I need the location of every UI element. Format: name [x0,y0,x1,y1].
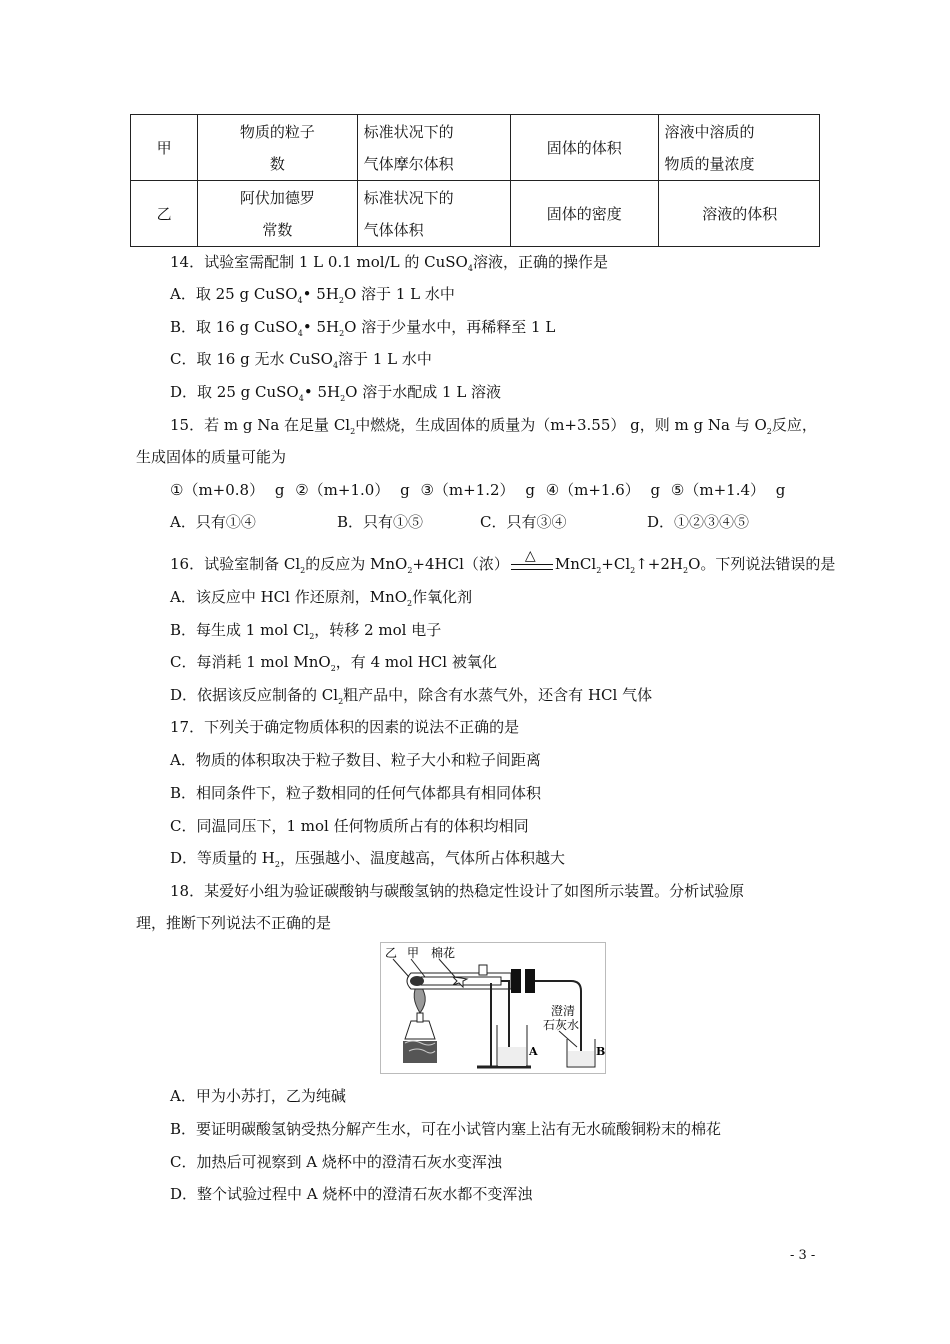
row-head: 乙 [131,181,198,247]
question-16-stem: 16．试验室制备 $Cl_2$的反应为 MnO$_2$+4HCl（浓） △ $MnCl_2+Cl_2↑+2H_2O$。下列说法错误的是 [170,553,835,575]
q14-option-a[interactable]: A．取 25 g CuSO$_4$• $5H_2O$ 溶于 1 L 水中 [170,285,455,305]
table-cell: 标准状况下的 气体摩尔体积 [357,115,510,181]
heating-condition-arrow [509,548,555,575]
apparatus-diagram [381,943,605,1073]
q18-option-b[interactable]: B．要证明碳酸氢钠受热分解产生水，可在小试管内塞上沾有无水硫酸铜粉末的棉花 [170,1120,722,1138]
q16-option-c[interactable]: C．每消耗 1 mol MnO$_2$，有 4 mol HCl 被氧化 [170,653,497,673]
table-row-jia [131,115,820,181]
table-row-yi [131,181,820,247]
q15-choices: ①（m+0.8） g ②（m+1.0） g ③（m+1.2） g ④（m+1.6） g ⑤（m+1.4） g [170,481,786,499]
label-yi: 乙 [385,946,398,960]
q17-option-b[interactable]: B．相同条件下，粒子数相同的任何气体都具有相同体积 [170,784,542,802]
q14-option-d[interactable]: D．取 25 g CuSO$_4$• $5H_2O$ 溶于水配成 1 L 溶液 [170,383,502,403]
q16-option-d[interactable]: D．依据该反应制备的 $Cl_2$粗产品中，除含有水蒸气外，还含有 HCl 气体 [170,686,653,706]
stopper [525,969,535,993]
q14-option-c[interactable]: C．取 16 g 无水 CuSO$_4$溶于 1 L 水中 [170,350,432,370]
q15-option-a[interactable]: A．只有①④ [170,513,256,531]
question-14-stem: 14．试验室需配制 1 L 0.1 mol/L 的 CuSO$_4$溶液，正确的操作是 [170,253,608,273]
q14-option-b[interactable]: B．取 16 g CuSO$_4$• $5H_2O$ 溶于少量水中，再稀释至 1 L [170,318,556,338]
question-15-stem: 15．若 m g Na 在足量 $Cl_2$中燃烧，生成固体的质量为（m+3.55） g，则 m g Na 与 $O_2$反应， [170,416,817,436]
table-cell: 溶液的体积 [658,181,820,247]
label-cotton: 棉花 [431,946,456,960]
q18-option-d[interactable]: D．整个试验过程中 A 烧杯中的澄清石灰水都不变浑浊 [170,1185,533,1203]
label-beaker-a: A [529,1045,538,1058]
q15-option-b[interactable]: B．只有①⑤ [337,513,424,531]
q18-option-a[interactable]: A．甲为小苏打，乙为纯碱 [170,1087,346,1105]
q16-option-b[interactable]: B．每生成 1 mol $Cl_2$，转移 2 mol 电子 [170,621,442,641]
q17-option-a[interactable]: A．物质的体积取决于粒子数目、粒子大小和粒子间距离 [170,751,541,769]
q17-option-c[interactable]: C．同温同压下，1 mol 任何物质所占有的体积均相同 [170,817,529,835]
stopper [511,969,521,993]
table-cell: 溶液中溶质的 物质的量浓度 [658,115,820,181]
question-15-stem-line2: 生成固体的质量可能为 [136,448,287,466]
question-18-stem-line2: 理，推断下列说法不正确的是 [136,914,332,932]
q17-option-d[interactable]: D．等质量的 $H_2$，压强越小、温度越高，气体所占体积越大 [170,849,565,869]
table-cell: 阿伏加德罗 常数 [198,181,357,247]
apparatus-figure [380,942,606,1074]
question-17-stem: 17．下列关于确定物质体积的因素的说法不正确的是 [170,718,520,736]
table-cell: 物质的粒子 数 [198,115,357,181]
label-limewater: 石灰水 [543,1018,580,1032]
delta-symbol: △ [524,548,536,564]
row-head: 甲 [131,115,198,181]
page-number: - 3 - [790,1248,816,1263]
alcohol-lamp [405,1021,435,1039]
q16-option-a[interactable]: A．该反应中 HCl 作还原剂，MnO$_2$作氧化剂 [170,588,473,608]
label-jia: 甲 [407,946,420,960]
table-cell: 标准状况下的 气体体积 [357,181,510,247]
label-beaker-b: B [596,1045,605,1058]
table-cell: 固体的密度 [511,181,658,247]
q15-option-d[interactable]: D．①②③④⑤ [647,513,750,531]
comparison-table [130,114,820,247]
q15-option-c[interactable]: C．只有③④ [480,513,567,531]
table-cell: 固体的体积 [511,115,658,181]
question-18-stem: 18．某爱好小组为验证碳酸钠与碳酸氢钠的热稳定性设计了如图所示装置。分析试验原 [170,882,745,900]
label-clear: 澄清 [551,1004,576,1018]
q18-option-c[interactable]: C．加热后可视察到 A 烧杯中的澄清石灰水变浑浊 [170,1153,502,1171]
solid-sample [410,976,424,986]
